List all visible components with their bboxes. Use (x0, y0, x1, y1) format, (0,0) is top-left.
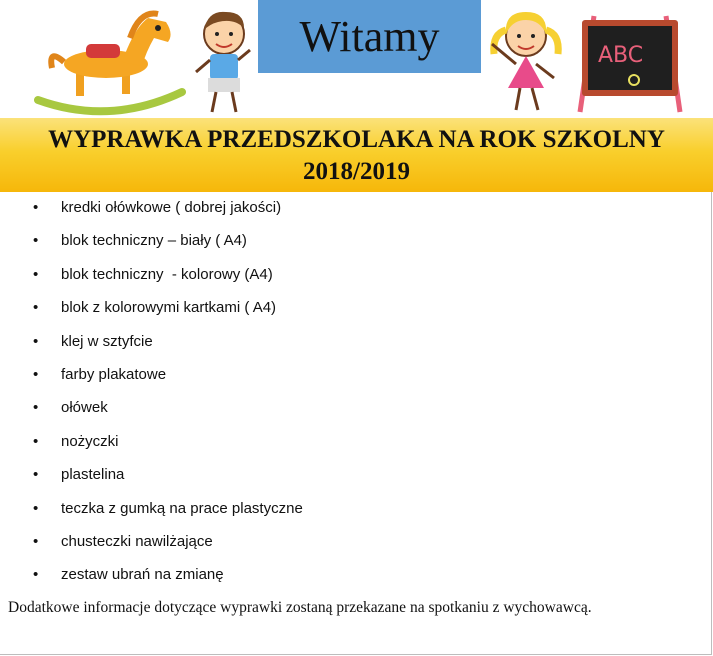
bullet-icon: • (33, 399, 39, 417)
bullet-icon: • (33, 532, 39, 550)
list-item (0, 500, 700, 533)
bullet-icon: • (33, 299, 39, 317)
list-item (0, 232, 700, 265)
list-item (0, 199, 700, 232)
bullet-icon: • (33, 432, 39, 450)
title-line-1: WYPRAWKA PRZEDSZKOLAKA NA ROK SZKOLNY (48, 126, 665, 153)
list-item-text: kredki ołówkowe ( dobrej jakości) (61, 199, 282, 216)
list-item (0, 333, 700, 366)
list-item-text: ołówek (61, 399, 108, 417)
bullet-icon: • (33, 365, 39, 383)
list-item-text: blok techniczny - kolorowy (A4) (61, 265, 273, 283)
bullet-icon: • (33, 566, 39, 584)
list-item-text: teczka z gumką na prace plastyczne (61, 499, 303, 517)
bullet-icon: • (33, 499, 39, 517)
list-item (0, 266, 700, 299)
list-item-text: klej w sztyfcie (61, 332, 153, 350)
list-item (0, 566, 700, 599)
list-item-text: farby plakatowe (61, 365, 167, 383)
header-illustration (0, 0, 713, 120)
boy-icon (188, 6, 258, 118)
list-item (0, 366, 700, 399)
svg-text:ABC: ABC (598, 43, 644, 68)
list-item-text: nożyczki (61, 432, 119, 450)
list-item (0, 299, 700, 332)
list-item (0, 399, 700, 432)
greeting-text: Witamy (299, 12, 440, 61)
list-item-text: blok techniczny – biały ( A4) (61, 232, 247, 250)
list-item (0, 466, 700, 499)
chalkboard-icon (570, 12, 690, 116)
list-item-text: blok z kolorowymi kartkami ( A4) (61, 299, 277, 317)
list-item (0, 533, 700, 566)
list-item-text: chusteczki nawilżające (61, 532, 213, 550)
supplies-list (0, 199, 700, 600)
rocking-horse-icon (30, 8, 190, 116)
list-item-text: plastelina (61, 466, 125, 484)
title-line-2: 2018/2019 (303, 158, 410, 185)
bullet-icon: • (33, 466, 39, 484)
title-banner (0, 118, 713, 192)
footer-note: Dodatkowe informacje dotyczące wyprawki zostaną przekazane na spotkaniu z wychowawcą. (8, 599, 592, 616)
page-title (0, 118, 713, 188)
bullet-icon: • (33, 332, 39, 350)
bullet-icon: • (33, 199, 39, 216)
girl-icon (482, 4, 572, 118)
bullet-icon: • (33, 232, 39, 250)
greeting-box (258, 0, 481, 73)
list-item-text: zestaw ubrań na zmianę (61, 566, 224, 584)
list-item (0, 433, 700, 466)
bullet-icon: • (33, 265, 39, 283)
